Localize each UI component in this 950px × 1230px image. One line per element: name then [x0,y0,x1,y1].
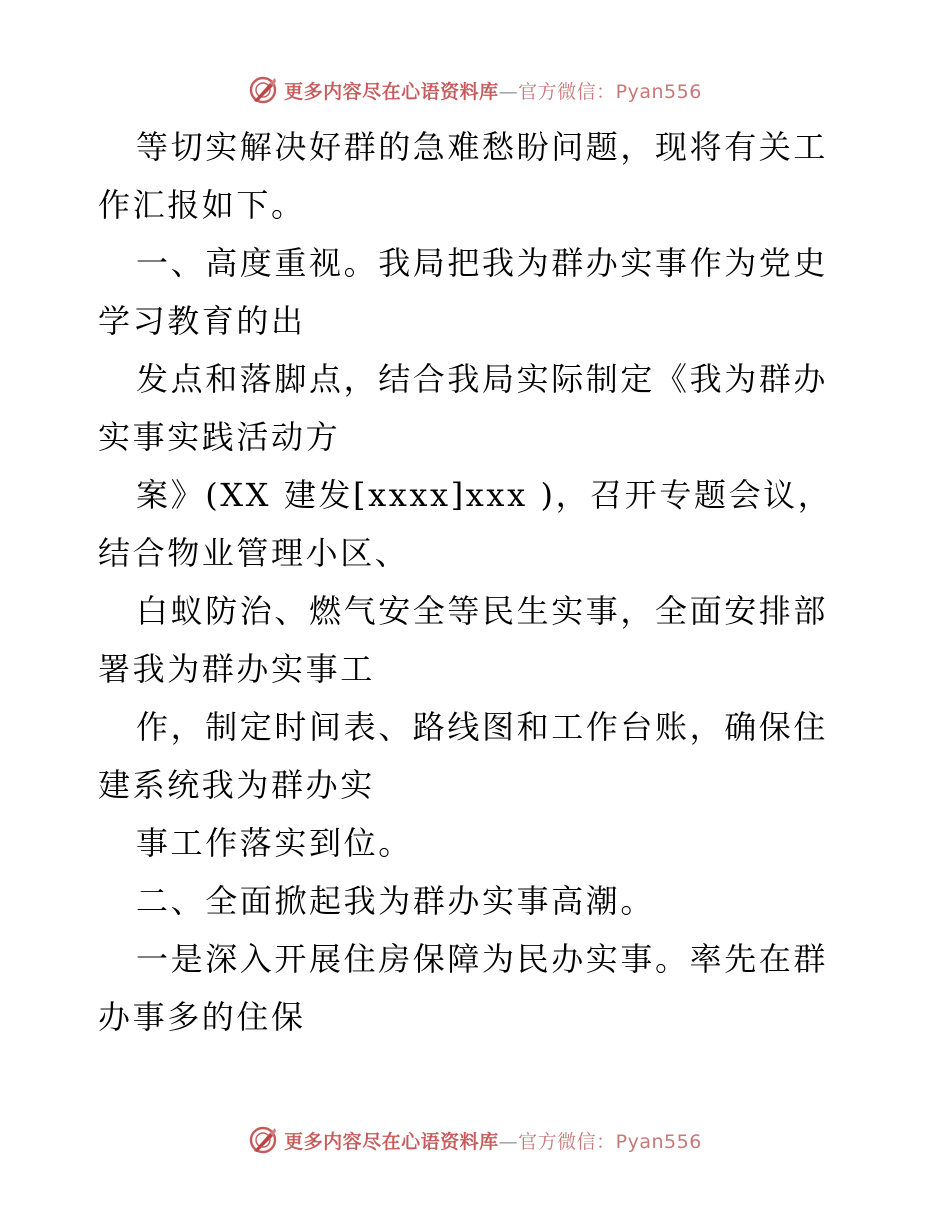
paragraph: 事工作落实到位。 [136,824,413,862]
paragraph: 一、高度重视。我局把我为群办实事作为党史学习教育的出 [98,244,829,340]
document-body [98,118,858,1046]
footer-watermark-banner [0,1122,950,1158]
footer-brand-text: 更多内容尽在心语资料库 [284,1130,499,1153]
paragraph: 案》(XX 建发[xxxx]xxx )，召开专题会议，结合物业管理小区、 [98,476,833,572]
footer-banner-text [284,1127,702,1154]
paragraph: 白蚁防治、燃气安全等民生实事，全面安排部署我为群办实事工 [98,592,829,688]
header-separator: — [498,80,519,103]
header-watermark-banner [0,72,950,108]
paragraph: 作，制定时间表、路线图和工作台账，确保住建系统我为群办实 [98,708,829,804]
header-wechat-text: 官方微信：Pyan556 [518,80,702,103]
quill-logo-icon [248,75,278,105]
paragraph: 一是深入开展住房保障为民办实事。率先在群办事多的住保 [98,940,829,1036]
header-brand-text: 更多内容尽在心语资料库 [284,80,499,103]
paragraph: 发点和落脚点，结合我局实际制定《我为群办实事实践活动方 [98,360,829,456]
paragraph: 等切实解决好群的急难愁盼问题，现将有关工作汇报如下。 [98,128,829,224]
quill-logo-icon [248,1125,278,1155]
footer-wechat-text: 官方微信：Pyan556 [518,1130,702,1153]
footer-separator: — [498,1130,519,1153]
header-banner-text [284,77,702,104]
paragraph: 二、全面掀起我为群办实事高潮。 [136,882,656,920]
